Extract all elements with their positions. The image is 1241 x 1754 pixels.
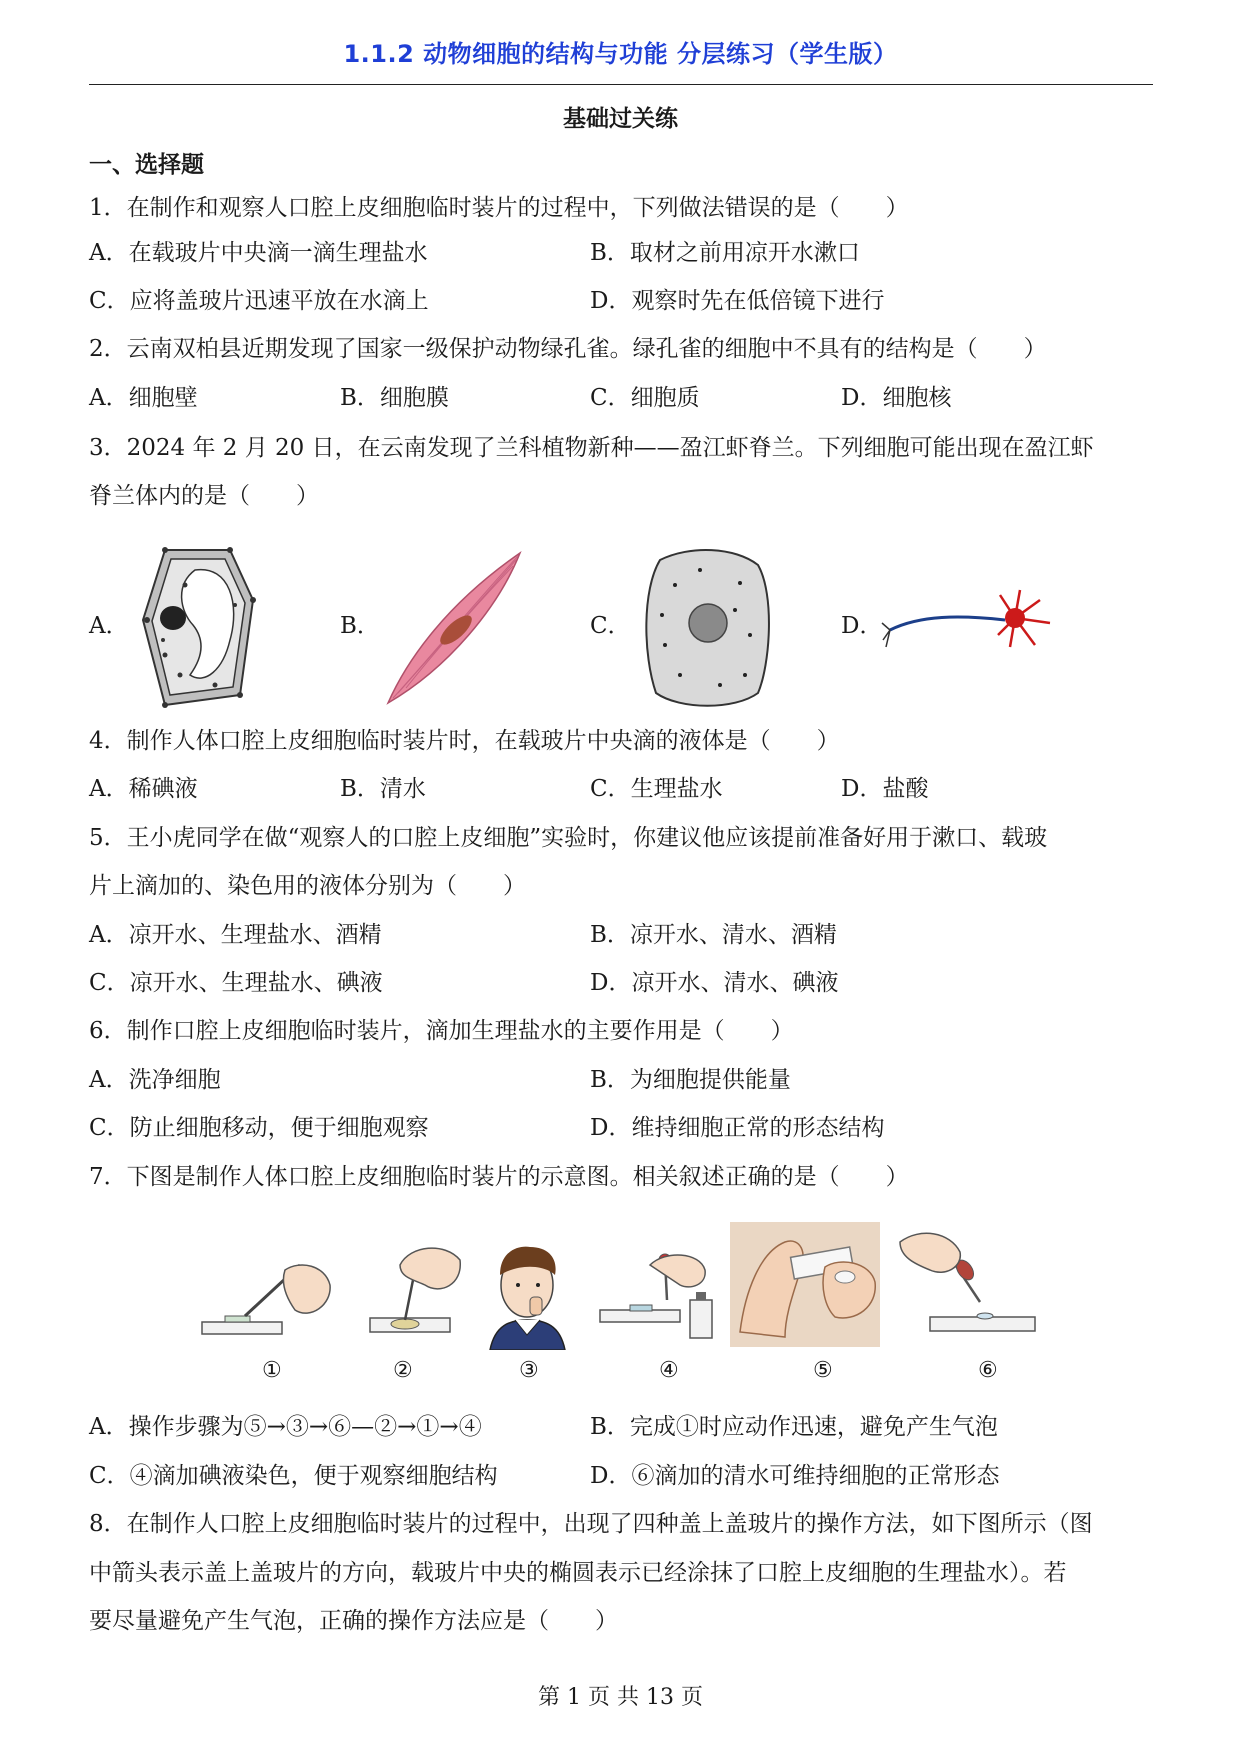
question-5-option-d: D．凉开水、清水、碘液	[590, 970, 839, 996]
neuron-figure	[880, 585, 1055, 655]
header-divider	[89, 84, 1153, 85]
muscle-cell-figure	[378, 548, 528, 708]
question-5-option-a: A．凉开水、生理盐水、酒精	[89, 922, 382, 948]
question-4-stem: 4．制作人体口腔上皮细胞临时装片时，在载玻片中央滴的液体是（ ）	[89, 728, 840, 754]
step-1-figure	[200, 1250, 335, 1345]
plant-cell-figure	[135, 545, 265, 710]
animal-cell-figure	[640, 545, 775, 710]
question-2-option-b: B．细胞膜	[340, 385, 449, 411]
question-6-option-a: A．洗净细胞	[89, 1067, 221, 1093]
step-3-figure	[480, 1235, 575, 1350]
question-3-option-c: C．	[590, 613, 631, 639]
question-4-option-d: D．盐酸	[841, 776, 929, 802]
question-1-option-a: A．在载玻片中央滴一滴生理盐水	[89, 240, 428, 266]
section-title: 基础过关练	[563, 106, 678, 132]
part-title: 一、选择题	[89, 152, 204, 178]
question-7-stem: 7．下图是制作人体口腔上皮细胞临时装片的示意图。相关叙述正确的是（ ）	[89, 1164, 909, 1190]
question-6-stem: 6．制作口腔上皮细胞临时装片，滴加生理盐水的主要作用是（ ）	[89, 1018, 794, 1044]
question-6-option-d: D．维持细胞正常的形态结构	[590, 1115, 885, 1141]
question-2-option-c: C．细胞质	[590, 385, 700, 411]
question-5-stem-line-2: 片上滴加的、染色用的液体分别为（ ）	[89, 873, 526, 899]
step-5-figure	[730, 1222, 880, 1347]
question-8-stem-line-1: 8．在制作人口腔上皮细胞临时装片的过程中，出现了四种盖上盖玻片的操作方法，如下图所示（图	[89, 1511, 1093, 1537]
document-title: 1.1.2 动物细胞的结构与功能 分层练习（学生版）	[343, 40, 898, 68]
question-3-option-a: A．	[89, 613, 129, 639]
step-label-1: ①	[262, 1358, 282, 1383]
question-7-option-c: C．④滴加碘液染色，便于观察细胞结构	[89, 1463, 498, 1489]
question-2-option-d: D．细胞核	[841, 385, 952, 411]
question-5-option-c: C．凉开水、生理盐水、碘液	[89, 970, 383, 996]
question-4-option-a: A．稀碘液	[89, 776, 198, 802]
step-label-3: ③	[519, 1358, 539, 1383]
question-7-option-d: D．⑥滴加的清水可维持细胞的正常形态	[590, 1463, 1000, 1489]
question-6-option-b: B．为细胞提供能量	[590, 1067, 791, 1093]
page-footer: 第 1 页 共 13 页	[538, 1685, 703, 1710]
question-2-option-a: A．细胞壁	[89, 385, 198, 411]
question-4-option-c: C．生理盐水	[590, 776, 723, 802]
question-5-option-b: B．凉开水、清水、酒精	[590, 922, 837, 948]
question-7-option-a: A．操作步骤为⑤→③→⑥—②→①→④	[89, 1414, 482, 1440]
step-label-5: ⑤	[813, 1358, 833, 1383]
step-label-4: ④	[659, 1358, 679, 1383]
question-4-option-b: B．清水	[340, 776, 426, 802]
step-2-figure	[345, 1240, 465, 1345]
question-3-stem-line-2: 脊兰体内的是（ ）	[89, 483, 319, 509]
question-8-stem-line-3: 要尽量避免产生气泡，正确的操作方法应是（ ）	[89, 1608, 618, 1634]
question-8-stem-line-2: 中箭头表示盖上盖玻片的方向，载玻片中央的椭圆表示已经涂抹了口腔上皮细胞的生理盐水）。若	[89, 1560, 1067, 1586]
step-label-2: ②	[393, 1358, 413, 1383]
question-1-option-d: D．观察时先在低倍镜下进行	[590, 288, 885, 314]
question-1-option-c: C．应将盖玻片迅速平放在水滴上	[89, 288, 429, 314]
step-6-figure	[895, 1222, 1045, 1347]
question-3-stem-line-1: 3．2024 年 2 月 20 日，在云南发现了兰科植物新种——盈江虾脊兰。下列细胞可能出现在盈江虾	[89, 435, 1094, 461]
question-7-option-b: B．完成①时应动作迅速，避免产生气泡	[590, 1414, 998, 1440]
step-label-6: ⑥	[978, 1358, 998, 1383]
question-1-stem: 1．在制作和观察人口腔上皮细胞临时装片的过程中，下列做法错误的是（ ）	[89, 195, 909, 221]
step-4-figure	[595, 1250, 720, 1345]
question-3-option-b: B．	[340, 613, 380, 639]
question-1-option-b: B．取材之前用凉开水漱口	[590, 240, 860, 266]
question-5-stem-line-1: 5．王小虎同学在做“观察人的口腔上皮细胞”实验时，你建议他应该提前准备好用于漱口、载玻	[89, 825, 1048, 851]
question-3-option-d: D．	[841, 613, 883, 639]
question-2-stem: 2．云南双柏县近期发现了国家一级保护动物绿孔雀。绿孔雀的细胞中不具有的结构是（ ）	[89, 336, 1047, 362]
question-6-option-c: C．防止细胞移动，便于细胞观察	[89, 1115, 429, 1141]
